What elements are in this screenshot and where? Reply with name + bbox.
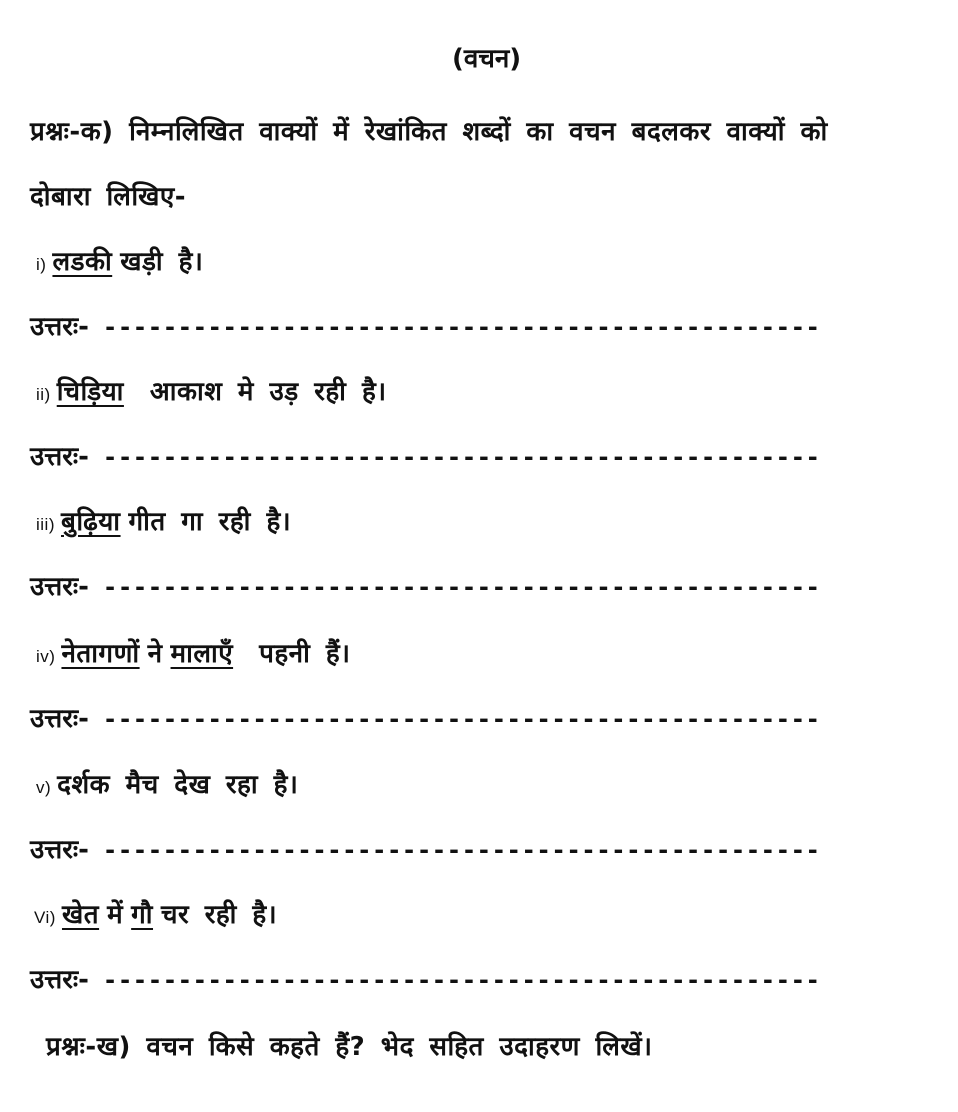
answer-label: उत्तरः-: [30, 572, 89, 602]
sentence-middle: में: [107, 900, 124, 930]
answer-dashes: ------------------------------------------------: [102, 966, 821, 994]
question-a-line2: दोबारा लिखिए-: [30, 182, 187, 212]
answer-dashes: ------------------------------------------------: [102, 313, 821, 341]
sentence-rest: पहनी हैं।: [259, 639, 351, 669]
answer-label: उत्तरः-: [30, 965, 89, 995]
sentence-number: v): [36, 778, 52, 797]
sentence-2: [36, 375, 387, 412]
underlined-word: बुढ़िया: [61, 507, 121, 537]
sentence-rest: आकाश मे उड़ रही है।: [149, 377, 387, 407]
sentence-number: Vi): [34, 908, 56, 927]
answer-line-1: [30, 310, 820, 344]
sentence-3: [36, 505, 291, 542]
underlined-word-2: गौ: [131, 900, 154, 930]
underlined-word-2: मालाएँ: [170, 639, 234, 669]
answer-line-5: [30, 833, 820, 867]
underlined-word: लडकी: [52, 247, 113, 277]
answer-dashes: ------------------------------------------------: [102, 573, 821, 601]
answer-label: उत्तरः-: [30, 312, 89, 342]
worksheet-title: (वचन): [452, 44, 522, 74]
answer-label: उत्तरः-: [30, 442, 89, 472]
answer-line-3: [30, 570, 820, 604]
answer-line-2: [30, 440, 820, 474]
sentence-number: iii): [36, 515, 55, 534]
answer-label: उत्तरः-: [30, 704, 89, 734]
underlined-word: नेतागणों: [61, 639, 140, 669]
sentence-number: iv): [36, 647, 56, 666]
sentence-5: [36, 768, 298, 805]
answer-line-4: [30, 702, 820, 736]
sentence-rest: खड़ी है।: [120, 247, 204, 277]
answer-dashes: ------------------------------------------------: [102, 443, 821, 471]
sentence-number: i): [36, 255, 47, 274]
sentence-middle: ने: [147, 639, 163, 669]
answer-line-6: [30, 963, 820, 997]
sentence-text: दर्शक मैच देख रहा है।: [57, 770, 299, 800]
sentence-rest: चर रही है।: [161, 900, 278, 930]
underlined-word: खेत: [61, 900, 100, 930]
sentence-rest: गीत गा रही है।: [128, 507, 292, 537]
answer-dashes: ------------------------------------------------: [102, 705, 821, 733]
question-a-line1: प्रश्नः-क) निम्नलिखित वाक्यों में रेखांकित शब्दों का वचन बदलकर वाक्यों को: [30, 117, 828, 147]
underlined-word: चिड़िया: [56, 377, 124, 407]
question-b: प्रश्नः-ख) वचन किसे कहते हैं? भेद सहित उदाहरण लिखें।: [46, 1032, 653, 1062]
answer-dashes: ------------------------------------------------: [102, 836, 821, 864]
sentence-4: [36, 637, 351, 674]
sentence-1: [36, 245, 203, 282]
sentence-number: ii): [36, 385, 51, 404]
sentence-6: [34, 898, 277, 935]
answer-label: उत्तरः-: [30, 835, 89, 865]
